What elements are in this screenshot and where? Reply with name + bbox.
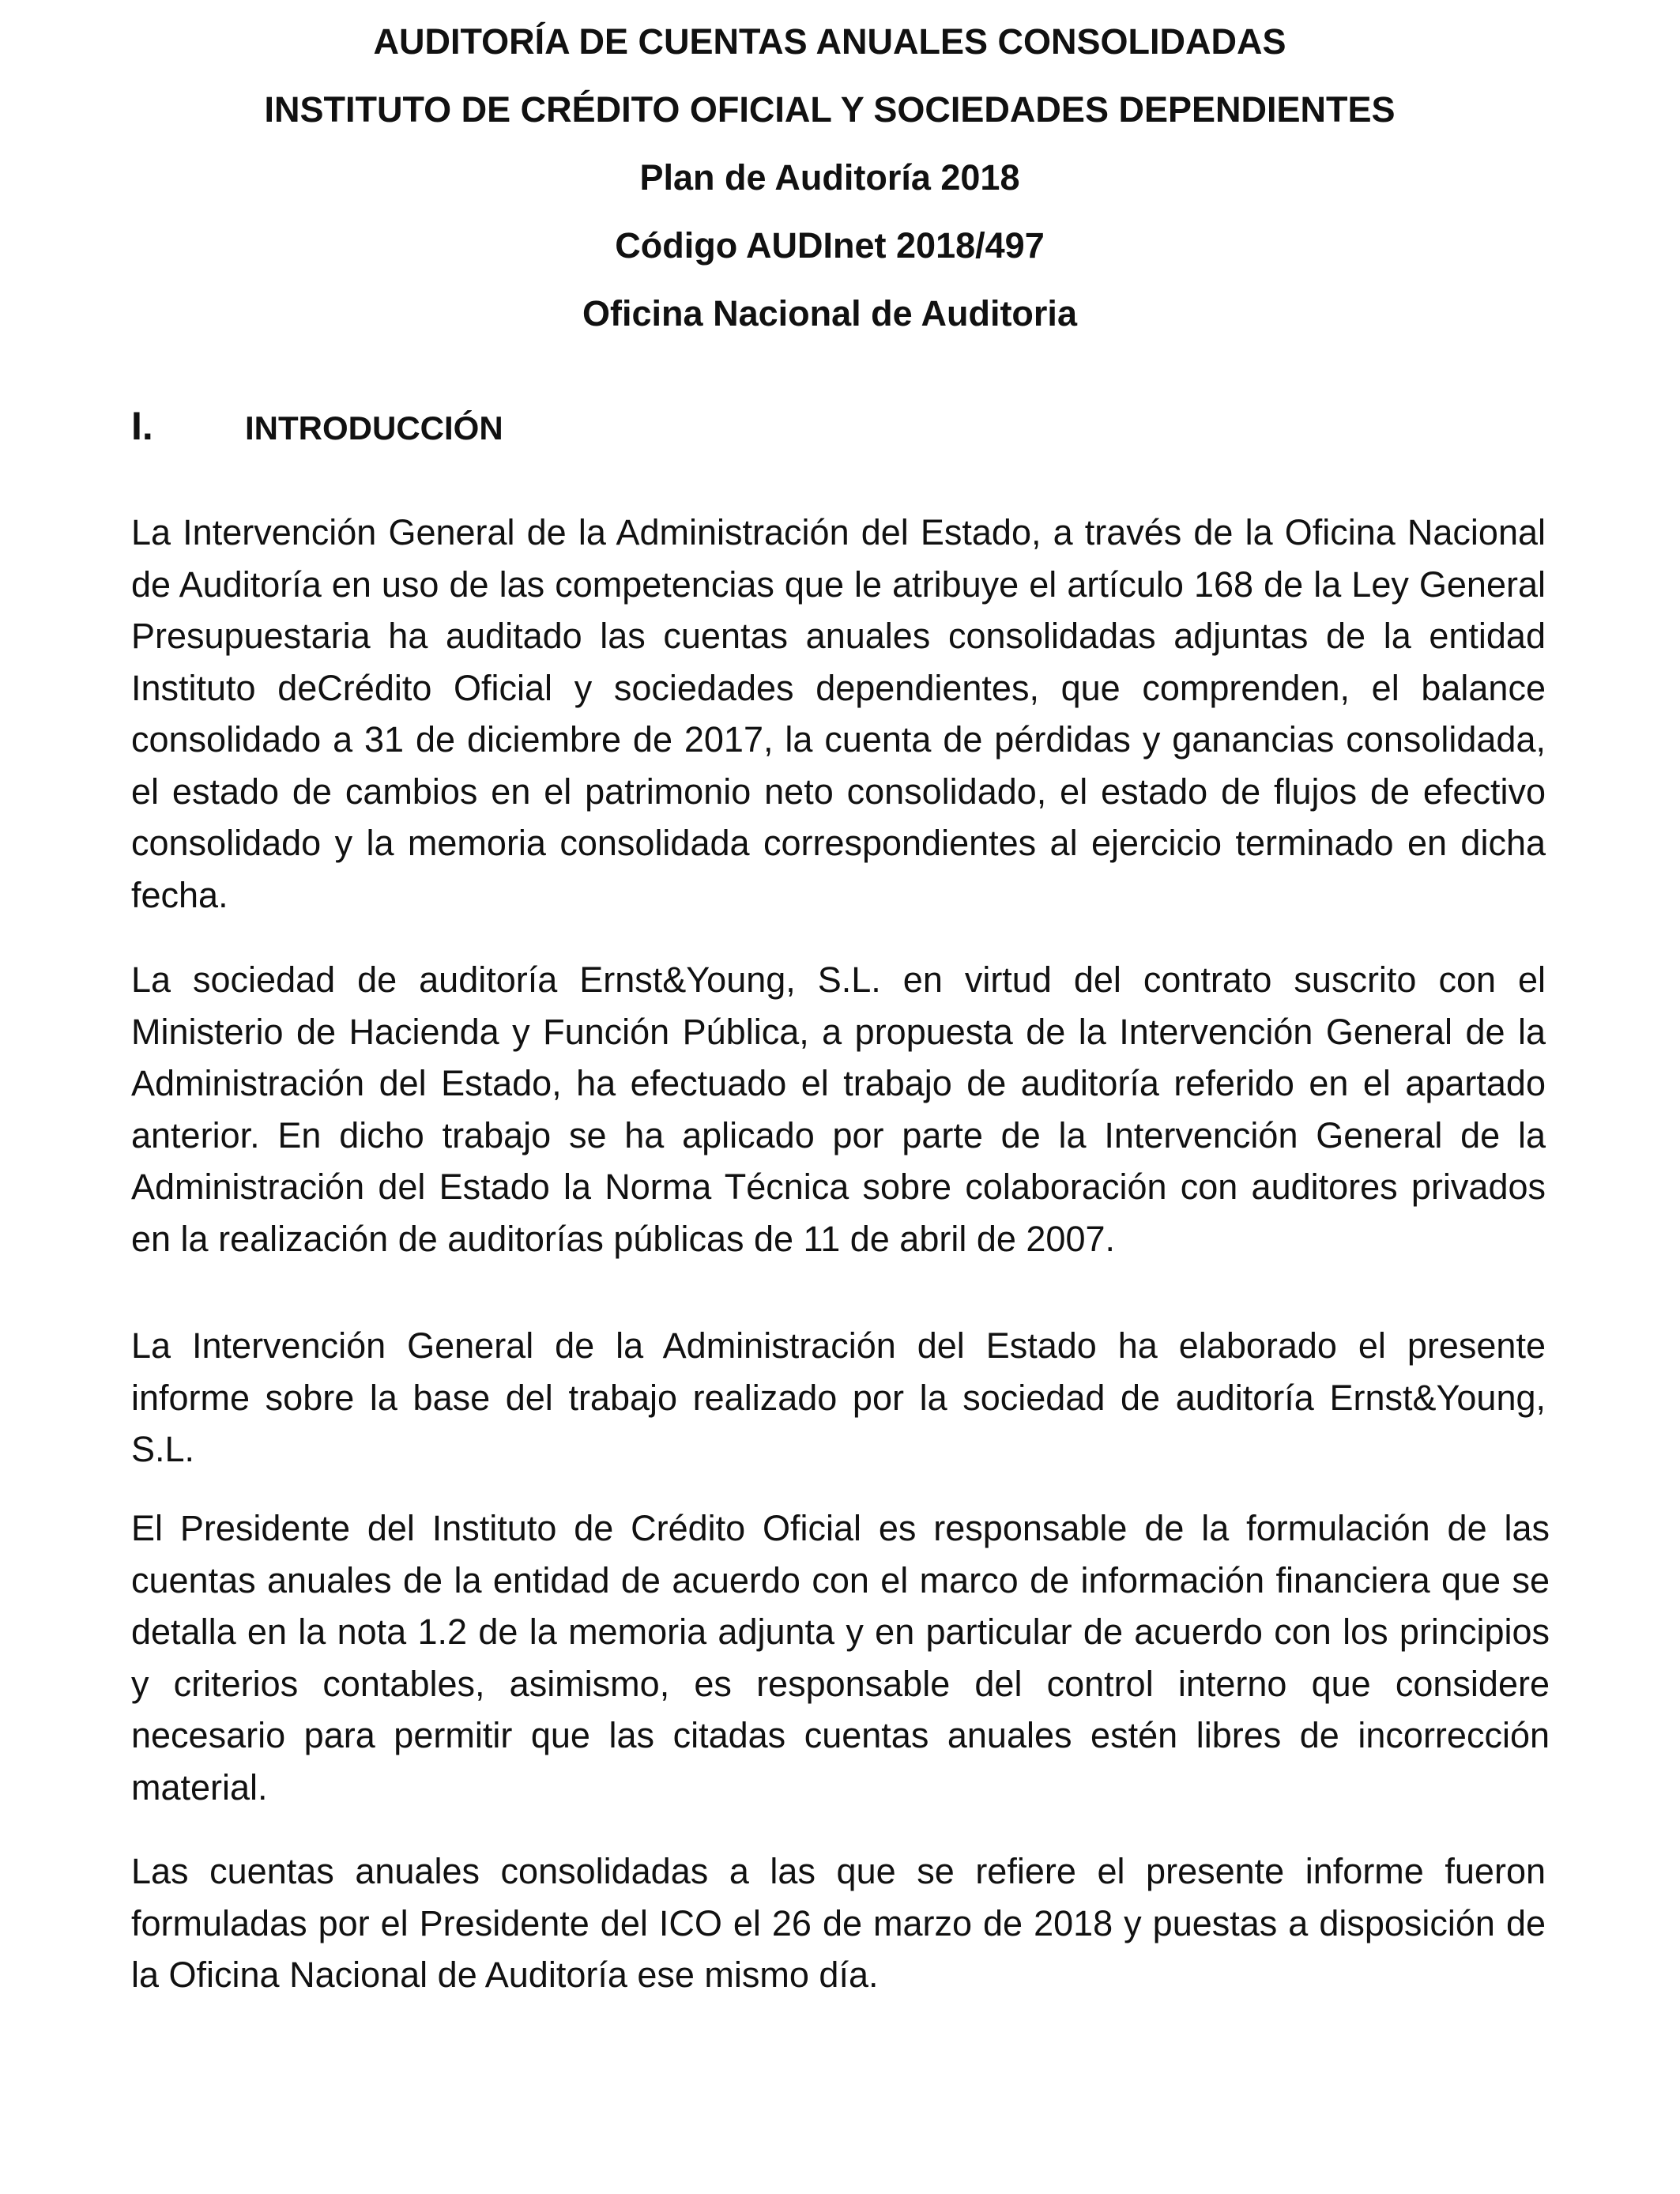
paragraph-block <box>131 1502 1550 1813</box>
paragraph-block <box>131 1320 1546 1476</box>
section-number: I. <box>131 404 153 448</box>
paragraph-block <box>131 507 1546 921</box>
section-heading <box>131 403 503 449</box>
paragraph: La Intervención General de la Administración del Estado, a través de la Oficina Nacional de Auditoría en uso de las competencias que le atribuye el artículo 168 de la Ley General Presupuestaria ha auditado las cuentas anuales consolidadas adjuntas de la entidad Instituto deCrédito Oficial y sociedades dependientes, que comprenden, el balance consolidado a 31 de diciembre de 2017, la cuenta de pérdidas y ganancias consolidada, el estado de cambios en el patrimonio neto consolidado, el estado de flujos de efectivo consolidado y la memoria consolidada correspondientes al ejercicio terminado en dicha fecha. <box>131 512 1546 915</box>
header-code: Código AUDInet 2018/497 <box>615 225 1045 266</box>
paragraph: La Intervención General de la Administración del Estado ha elaborado el presente informe sobre la base del trabajo realizado por la sociedad de auditoría Ernst&Young, S.L. <box>131 1325 1546 1469</box>
header-title: AUDITORÍA DE CUENTAS ANUALES CONSOLIDADAS <box>373 21 1286 62</box>
document-header <box>111 8 1549 348</box>
paragraph-block <box>131 954 1546 1265</box>
paragraph: La sociedad de auditoría Ernst&Young, S.L. en virtud del contrato suscrito con el Ministerio de Hacienda y Función Pública, a propuesta de la Intervención General de la Administración del Estado, ha efectuado el trabajo de auditoría referido en el apartado anterior. En dicho trabajo se ha aplicado por parte de la Intervención General de la Administración del Estado la Norma Técnica sobre colaboración con auditores privados en la realización de auditorías públicas de 11 de abril de 2007. <box>131 959 1546 1259</box>
paragraph: Las cuentas anuales consolidadas a las que se refiere el presente informe fueron formuladas por el Presidente del ICO el 26 de marzo de 2018 y puestas a disposición de la Oficina Nacional de Auditoría ese mismo día. <box>131 1851 1546 1995</box>
paragraph: El Presidente del Instituto de Crédito Oficial es responsable de la formulación de las cuentas anuales de la entidad de acuerdo con el marco de información financiera que se detalla en la nota 1.2 de la memoria adjunta y en particular de acuerdo con los principios y criterios contables, asimismo, es responsable del control interno que considere necesario para permitir que las citadas cuentas anuales estén libres de incorrección material. <box>131 1508 1550 1808</box>
section-title: INTRODUCCIÓN <box>245 409 503 447</box>
header-office: Oficina Nacional de Auditoria <box>582 293 1077 334</box>
header-entity: INSTITUTO DE CRÉDITO OFICIAL Y SOCIEDADES DEPENDIENTES <box>264 89 1396 130</box>
paragraph-block <box>131 1845 1546 2001</box>
header-plan: Plan de Auditoría 2018 <box>639 157 1020 198</box>
